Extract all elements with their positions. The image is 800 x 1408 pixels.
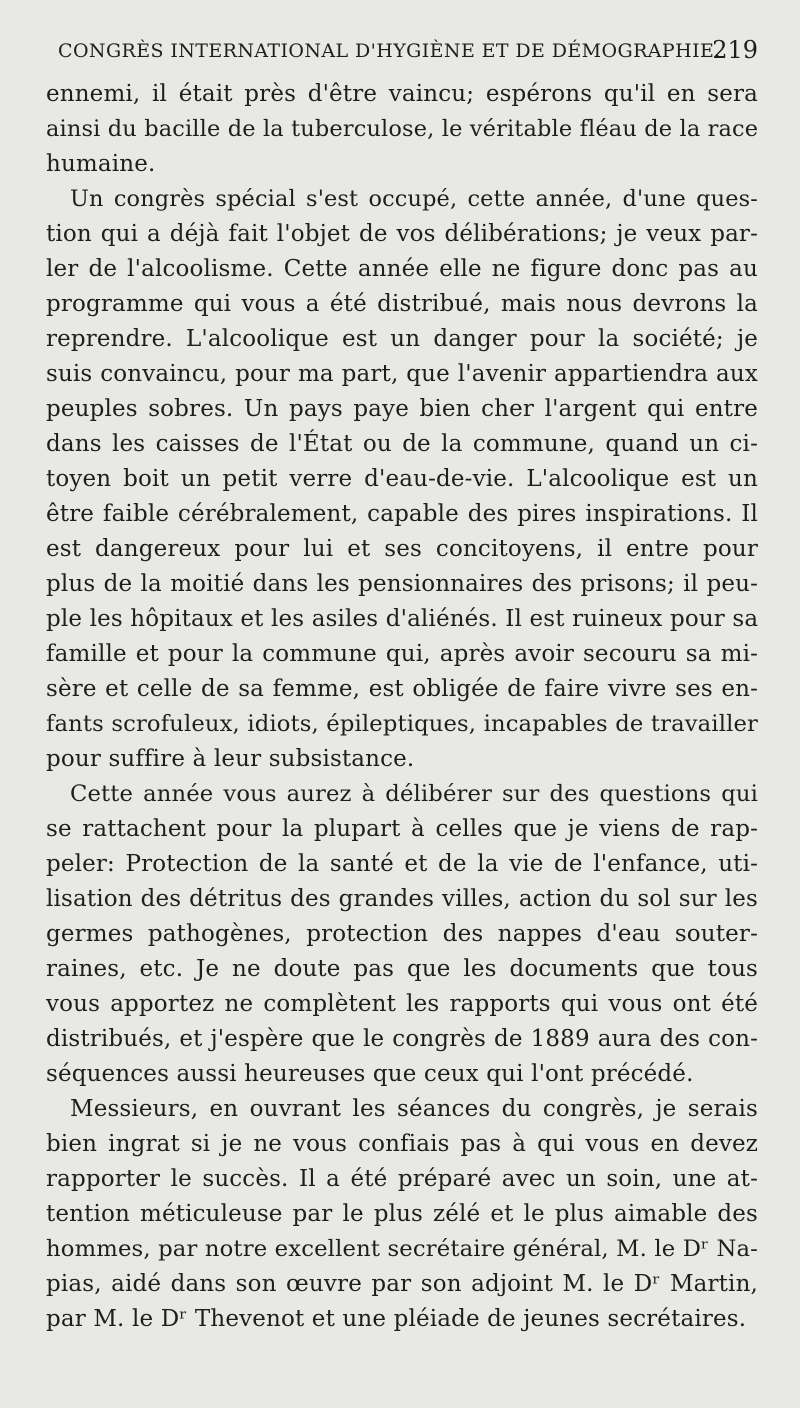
text-line: vous apportez ne complètent les rapports qui vous ont été: [46, 991, 758, 1017]
text-line: reprendre. L'alcoolique est un danger pour la société; je: [46, 326, 758, 352]
text-line: ainsi du bacille de la tuberculose, le véritable fléau de la race: [46, 116, 759, 142]
text-line: tion qui a déjà fait l'objet de vos délibérations; je veux par-: [46, 221, 758, 247]
text-line: germes pathogènes, protection des nappes d'eau souter-: [46, 921, 758, 947]
text-line: Cette année vous aurez à délibérer sur des questions qui: [70, 781, 758, 807]
text-line: lisation des détritus des grandes villes, action du sol sur les: [46, 886, 758, 912]
text-line: rapporter le succès. Il a été préparé avec un soin, une at-: [46, 1166, 758, 1192]
body-text: [46, 77, 758, 1337]
text-line: distribués, et j'espère que le congrès de 1889 aura des con-: [46, 1026, 758, 1052]
text-line: raines, etc. Je ne doute pas que les documents que tous: [46, 956, 758, 982]
paragraph-2: [46, 182, 758, 777]
text-line: dans les caisses de l'État ou de la commune, quand un ci-: [46, 431, 758, 457]
paragraph-4: [46, 1092, 758, 1337]
text-line: ennemi, il était près d'être vaincu; espérons qu'il en sera: [46, 81, 758, 107]
paragraph-1: [46, 77, 758, 182]
text-line: hommes, par notre excellent secrétaire général, M. le Dʳ Na-: [46, 1236, 758, 1262]
text-line: pias, aidé dans son œuvre par son adjoint M. le Dʳ Martin,: [46, 1271, 758, 1297]
text-line: famille et pour la commune qui, après avoir secouru sa mi-: [46, 641, 758, 667]
text-line: séquences aussi heureuses que ceux qui l'ont précédé.: [46, 1061, 694, 1087]
text-line: bien ingrat si je ne vous confiais pas à qui vous en devez: [46, 1131, 758, 1157]
text-line: Messieurs, en ouvrant les séances du congrès, je serais: [70, 1096, 758, 1122]
running-title: CONGRÈS INTERNATIONAL D'HYGIÈNE ET DE DÉMOGRAPHIE.: [58, 40, 721, 62]
running-header: [58, 36, 758, 70]
paragraph-3: [46, 777, 758, 1092]
text-line: peler: Protection de la santé et de la vie de l'enfance, uti-: [46, 851, 758, 877]
text-line: peuples sobres. Un pays paye bien cher l'argent qui entre: [46, 396, 758, 422]
text-line: tention méticuleuse par le plus zélé et le plus aimable des: [46, 1201, 758, 1227]
page-number: 219: [712, 36, 758, 64]
text-line: ler de l'alcoolisme. Cette année elle ne figure donc pas au: [46, 256, 758, 282]
text-line: se rattachent pour la plupart à celles que je viens de rap-: [46, 816, 758, 842]
text-line: par M. le Dʳ Thevenot et une pléiade de jeunes secrétaires.: [46, 1306, 747, 1332]
text-line: fants scrofuleux, idiots, épileptiques, incapables de travailler: [46, 711, 758, 737]
text-line: humaine.: [46, 151, 156, 177]
text-line: sère et celle de sa femme, est obligée de faire vivre ses en-: [46, 676, 758, 702]
text-line: programme qui vous a été distribué, mais nous devrons la: [46, 291, 758, 317]
text-line: plus de la moitié dans les pensionnaires des prisons; il peu-: [46, 571, 758, 597]
text-line: pour suffire à leur subsistance.: [46, 746, 415, 772]
text-line: être faible cérébralement, capable des pires inspirations. Il: [46, 501, 758, 527]
text-line: est dangereux pour lui et ses concitoyens, il entre pour: [46, 536, 758, 562]
text-line: ple les hôpitaux et les asiles d'aliénés. Il est ruineux pour sa: [46, 606, 759, 632]
text-line: suis convaincu, pour ma part, que l'avenir appartiendra aux: [46, 361, 758, 387]
text-line: Un congrès spécial s'est occupé, cette année, d'une ques-: [70, 186, 758, 212]
text-line: toyen boit un petit verre d'eau-de-vie. L'alcoolique est un: [46, 466, 758, 492]
